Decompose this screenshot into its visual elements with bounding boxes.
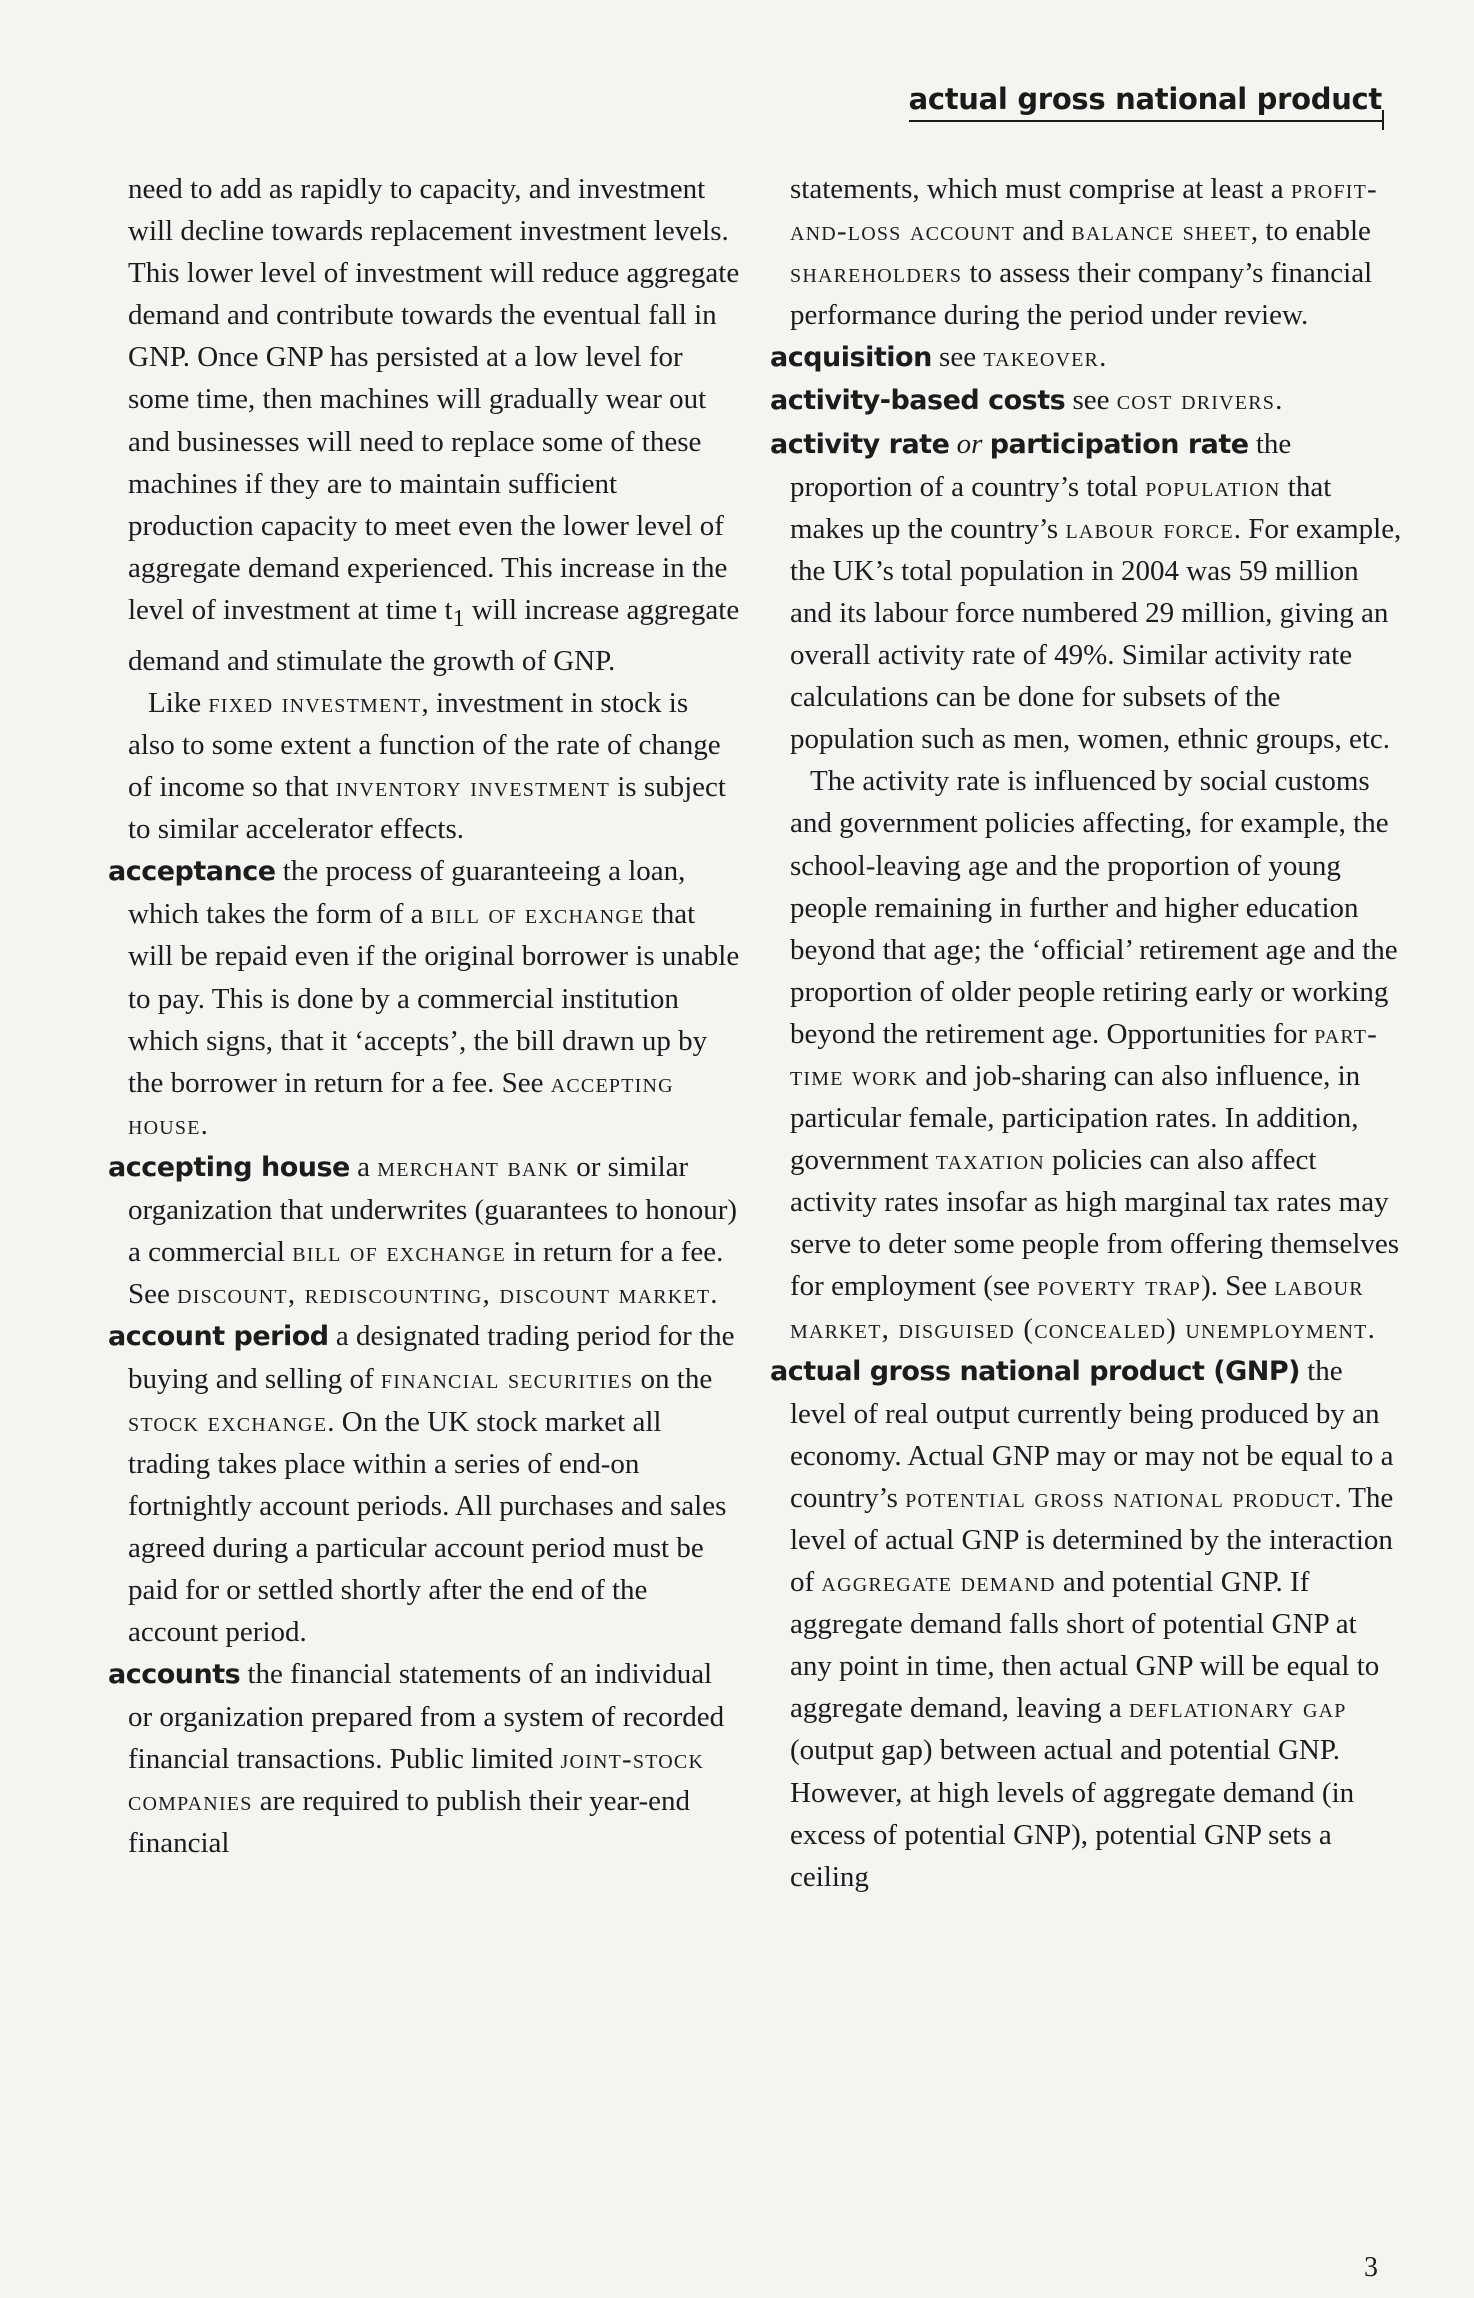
entry-activity-rate [770,423,1402,761]
cross-ref-taxation: taxation [935,1144,1045,1177]
headword-acquisition: acquisition [770,342,932,374]
text: the process of guaranteeing a loan, which takes the form of a [128,855,686,931]
investment-in-stock-paragraph [108,682,740,850]
cross-ref-deflationary-gap: deflationary gap [1128,1692,1347,1725]
cross-ref-joint-stock-companies: joint-stock companies [128,1743,705,1818]
cross-ref-labour-force: labour force [1065,512,1234,545]
cross-ref-poverty-trap: poverty trap [1037,1270,1202,1303]
text: the proportion of a country’s total [790,427,1292,503]
text: (output gap) between actual and potential GNP. However, at high levels of aggregate demand (in excess of potential GNP), potential GNP sets a ceiling [790,1734,1355,1893]
entry-account-period [108,1315,740,1653]
headword-accepting-house: accepting house [108,1151,350,1183]
entry-accepting-house [108,1146,740,1315]
headword-accounts: accounts [108,1659,241,1691]
headword-activity-rate: activity rate [770,428,950,460]
cross-ref-potential-gnp: potential gross national product [905,1481,1335,1514]
text: that makes up the country’s [790,470,1332,545]
text: a designated trading period for the buying and selling of [128,1320,735,1396]
cross-ref-financial-securities: financial securities [380,1363,634,1396]
text: . [200,1108,208,1141]
text: in return for a fee. See [128,1236,724,1311]
cross-ref-part-time-work: part-time work [790,1017,1379,1092]
left-column [108,168,740,1865]
entry-accounts [108,1653,740,1864]
time-subscript: 1 [452,604,465,632]
text: Like [148,686,209,719]
text: , investment in stock is also to some extent a function of the rate of change of income so that [128,686,721,804]
text: policies can also affect activity rates insofar as high marginal tax rates may serve to deter some people from offering themselves for employment (see [790,1144,1400,1303]
cross-ref-balance-sheet: balance sheet [1071,215,1251,248]
text: statements, which must comprise at least a [790,173,1291,205]
cross-ref-discount-market: discount, rediscounting, discount market [177,1278,711,1311]
text: is subject to similar accelerator effects. [128,771,726,846]
text: . The level of actual GNP is determined by the interaction of [790,1481,1394,1599]
cross-ref-bill-of-exchange: bill of exchange [430,898,645,931]
entry-acquisition [770,336,1402,379]
cross-ref-accepting-house: accepting house [128,1066,674,1141]
headword-activity-based-costs: activity-based costs [770,385,1066,417]
text: , to enable [1250,215,1371,248]
text: to assess their company’s financial performance during the period under review. [790,257,1373,332]
cross-ref-aggregate-demand: aggregate demand [821,1566,1056,1599]
text: or similar organization that underwrites (guarantees to honour) a commercial [128,1150,738,1269]
cross-ref-labour-market: labour market, disguised (concealed) unemployment [790,1270,1368,1345]
cross-ref-fixed-investment: fixed investment [208,686,422,719]
text: and potential GNP. If aggregate demand falls short of potential GNP at any point in time, then actual GNP will be equal to aggregate demand, leaving a [790,1566,1380,1725]
text: the level of real output currently being produced by an economy. Actual GNP may or may not be equal to a country’s [790,1354,1394,1514]
cross-ref-profit-and-loss-account: profit-and-loss account [790,173,1378,248]
text: . For example, the UK’s total population in 2004 was 59 million and its labour force numbered 29 million, giving an overall activity rate of 49%. Similar activity rate calculations can be done for subsets of the population such as men, women, ethnic groups, etc. [790,512,1402,756]
cross-ref-stock-exchange: stock exchange [128,1405,328,1438]
text: that will be repaid even if the original borrower is unable to pay. This is done by a commercial institution which signs, that it ‘accepts’, the bill drawn up by the borrower in return for a fee. See [128,898,740,1099]
page-number: 3 [1364,2252,1378,2283]
entry-actual-gnp [770,1350,1402,1898]
cross-ref-takeover: takeover [983,341,1100,374]
right-column [770,168,1402,1898]
running-head-rule-tick [1382,110,1384,130]
text: the financial statements of an individual or organization prepared from a system of recorded financial transactions. Public limited [128,1658,725,1776]
headword-participation-rate: participation rate [989,428,1249,460]
cross-ref-inventory-investment: inventory investment [335,771,610,804]
text: and [1015,215,1072,248]
text: see [1065,384,1117,417]
cross-ref-cost-drivers: cost drivers [1116,384,1276,417]
headword-actual-gnp: actual gross national product (GNP) [770,1355,1300,1387]
text: on the [633,1363,713,1396]
entry-activity-based-costs [770,379,1402,422]
cross-ref-merchant-bank: merchant bank [377,1150,569,1183]
text: . [1367,1312,1375,1345]
text: are required to publish their year-end financial [128,1785,691,1860]
text: a [349,1150,378,1183]
text: ). See [1201,1270,1275,1303]
cross-ref-shareholders: shareholders [790,257,963,290]
text: . On the UK stock market all trading takes place within a series of end-on fortnightly account periods. All purchases and sales agreed during a particular account period must be paid for or settled shortly after the end of the account period. [128,1405,727,1648]
text: see [931,341,984,374]
headword-account-period: account period [108,1321,329,1353]
text: . [710,1278,718,1311]
entry-acceptance [108,850,740,1146]
accounts-continuation [770,168,1402,336]
continuation-text: need to add as rapidly to capacity, and investment will decline towards replacement investment levels. This lower level of investment will reduce aggregate demand and contribute towards the eventual fall in GNP. Once GNP has persisted at a low level for some time, then machines will gradually wear out and businesses will need to replace some of these machines if they are to maintain sufficient production capacity to meet even the lower level of aggregate demand experienced. This increase in the level of investment at time t [128,173,740,626]
continuation-paragraph [108,168,740,682]
headword-acceptance: acceptance [108,856,276,888]
running-head: actual gross national product [909,82,1382,122]
or-connector: or [949,427,990,460]
cross-ref-population: population [1145,470,1281,503]
text: The activity rate is influenced by social customs and government policies affecting, for example, the school-leaving age and the proportion of young people remaining in further and higher education beyond that age; the ‘official’ retirement age and the proportion of older people retiring early or working beyond the retirement age. Opportunities for [790,765,1398,1050]
cross-ref-bill-of-exchange: bill of exchange [292,1236,506,1269]
text: . [1275,384,1283,417]
text: and job-sharing can also influence, in particular female, participation rates. In addition, government [790,1059,1361,1177]
text: . [1099,341,1107,374]
continuation-end-text: will increase aggregate demand and stimulate the growth of GNP. [128,593,740,677]
activity-rate-paragraph-2 [770,760,1402,1349]
